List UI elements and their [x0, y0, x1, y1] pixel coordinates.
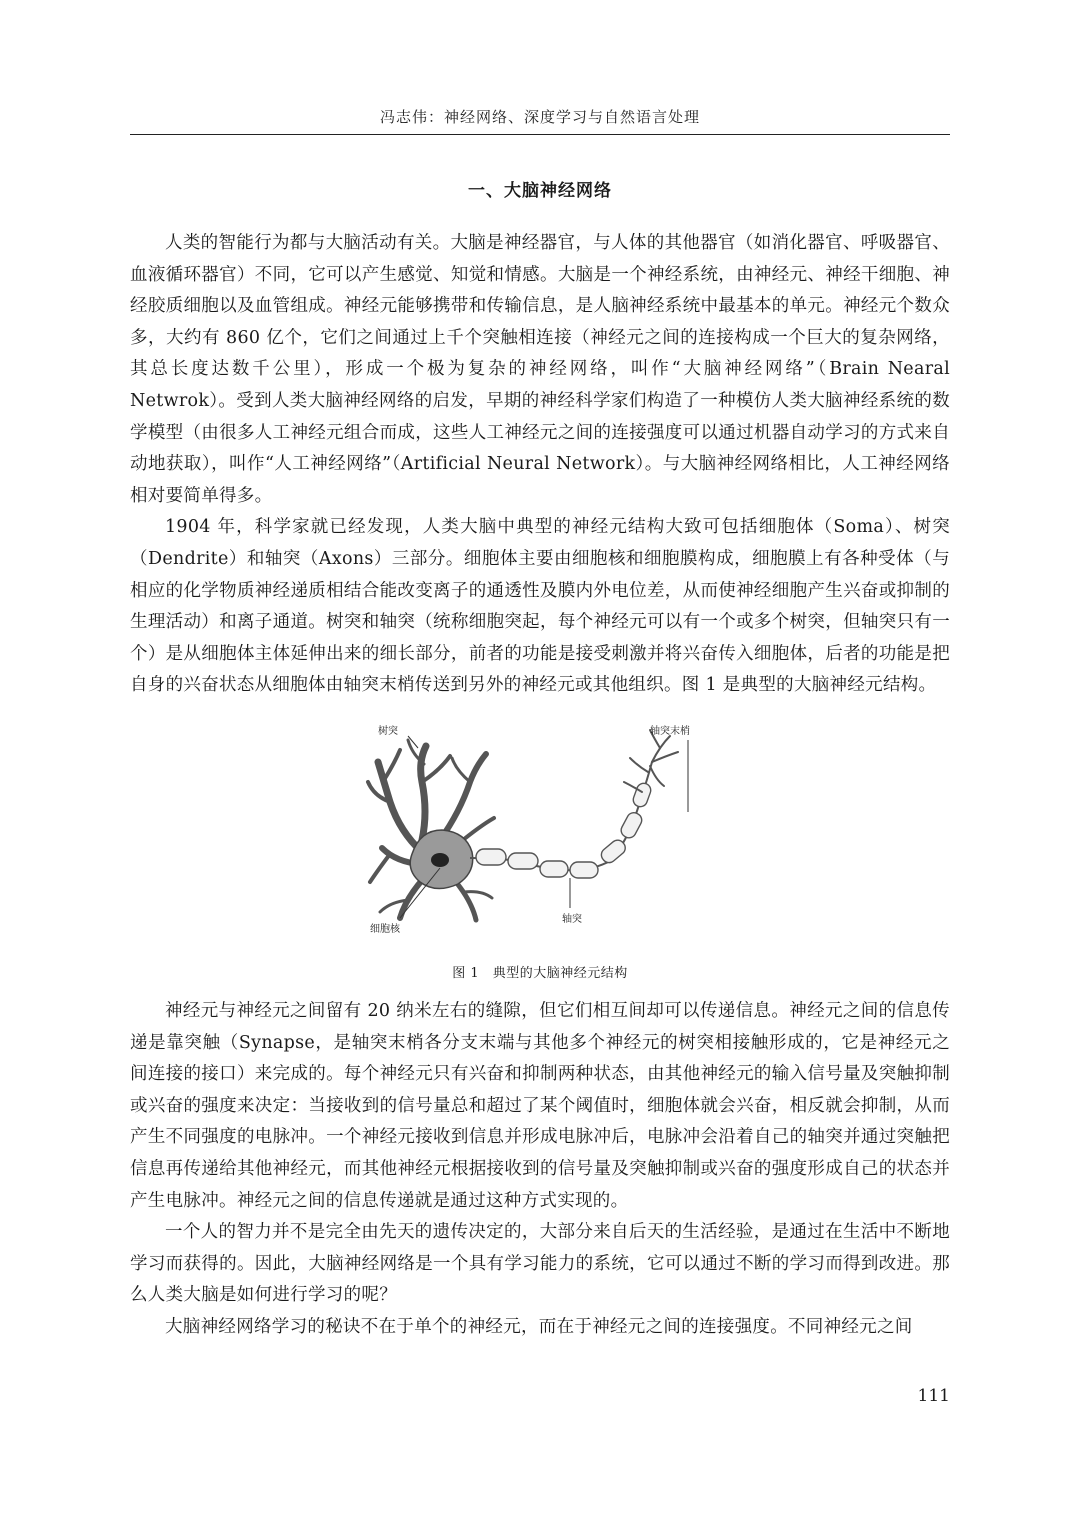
paragraph-2: 1904 年，科学家就已经发现，人类大脑中典型的神经元结构大致可包括细胞体（Soma）、树突（Dendrite）和轴突（Axons）三部分。细胞体主要由细胞核和细胞膜构成，细胞膜上有各种受体（与相应的化学物质神经递质相结合能改变离子的通透性及膜内外电位差，从而使神经细胞产生兴奋或抑制的生理活动）和离子通道。树突和轴突（统称细胞突起，每个神经元可以有一个或多个树突，但轴突只有一个）是从细胞体主体延伸出来的细长部分，前者的功能是接受刺激并将兴奋传入细胞体，后者的功能是把自身的兴奋状态从细胞体由轴突末梢传送到另外的神经元或其他组织。图 1 是典型的大脑神经元结构。	[130, 517, 950, 696]
neuron-diagram	[360, 722, 720, 942]
running-head: 冯志伟：神经网络、深度学习与自然语言处理	[379, 108, 700, 126]
figure-caption: 图 1 典型的大脑神经元结构	[452, 966, 628, 981]
section-title: 一、大脑神经网络	[468, 181, 612, 201]
label-axon-terminal: 轴突末梢	[650, 726, 690, 737]
paragraph-3: 神经元与神经元之间留有 20 纳米左右的缝隙，但它们相互间却可以传递信息。神经元之间的信息传递是靠突触（Synapse，是轴突末梢各分支末端与其他多个神经元的树突相接触形成的，它是神经元之间连接的接口）来完成的。每个神经元只有兴奋和抑制两种状态，由其他神经元的输入信号量及突触抑制或兴奋的强度来决定：当接收到的信号量总和超过了某个阈值时，细胞体就会兴奋，相反就会抑制，从而产生不同强度的电脉冲。一个神经元接收到信息并形成电脉冲后，电脉冲会沿着自己的轴突并通过突触把信息再传递给其他神经元，而其他神经元根据接收到的信号量及突触抑制或兴奋的强度形成自己的状态并产生电脉冲。神经元之间的信息传递就是通过这种方式实现的。	[130, 1001, 950, 1211]
label-nucleus: 细胞核	[370, 924, 400, 935]
paragraph-4: 一个人的智力并不是完全由先天的遗传决定的，大部分来自后天的生活经验，是通过在生活中不断地学习而获得的。因此，大脑神经网络是一个具有学习能力的系统，它可以通过不断的学习而得到改进。那么人类大脑是如何进行学习的呢？	[130, 1222, 950, 1306]
paragraph-1: 人类的智能行为都与大脑活动有关。大脑是神经器官，与人体的其他器官（如消化器官、呼吸器官、血液循环器官）不同，它可以产生感觉、知觉和情感。大脑是一个神经系统，由神经元、神经干细胞、神经胶质细胞以及血管组成。神经元能够携带和传输信息，是人脑神经系统中最基本的单元。神经元个数众多，大约有 860 亿个，它们之间通过上千个突触相连接（神经元之间的连接构成一个巨大的复杂网络，其总长度达数千公里），形成一个极为复杂的神经网络，叫作“大脑神经网络”（Brain Nearal Netwrok）。受到人类大脑神经网络的启发，早期的神经科学家们构造了一种模仿人类大脑神经系统的数学模型（由很多人工神经元组合而成，这些人工神经元之间的连接强度可以通过机器自动学习的方式来自动地获取），叫作“人工神经网络”（Artificial Neural Network）。与大脑神经网络相比，人工神经网络相对要简单得多。	[130, 233, 950, 506]
neuron-figure	[360, 722, 720, 942]
label-dendrite: 树突	[378, 726, 398, 737]
dendrites	[368, 740, 494, 920]
label-axon: 轴突	[562, 914, 582, 925]
paragraph-5: 大脑神经网络学习的秘诀不在于单个的神经元，而在于神经元之间的连接强度。不同神经元之间	[165, 1316, 913, 1337]
header-rule	[130, 134, 950, 135]
page-number: 111	[917, 1386, 950, 1406]
axon-terminals	[624, 730, 678, 792]
body-text-upper	[130, 228, 950, 702]
cell-nucleus	[431, 853, 449, 867]
body-text-lower	[130, 996, 950, 1344]
myelin-sheath	[476, 781, 653, 878]
